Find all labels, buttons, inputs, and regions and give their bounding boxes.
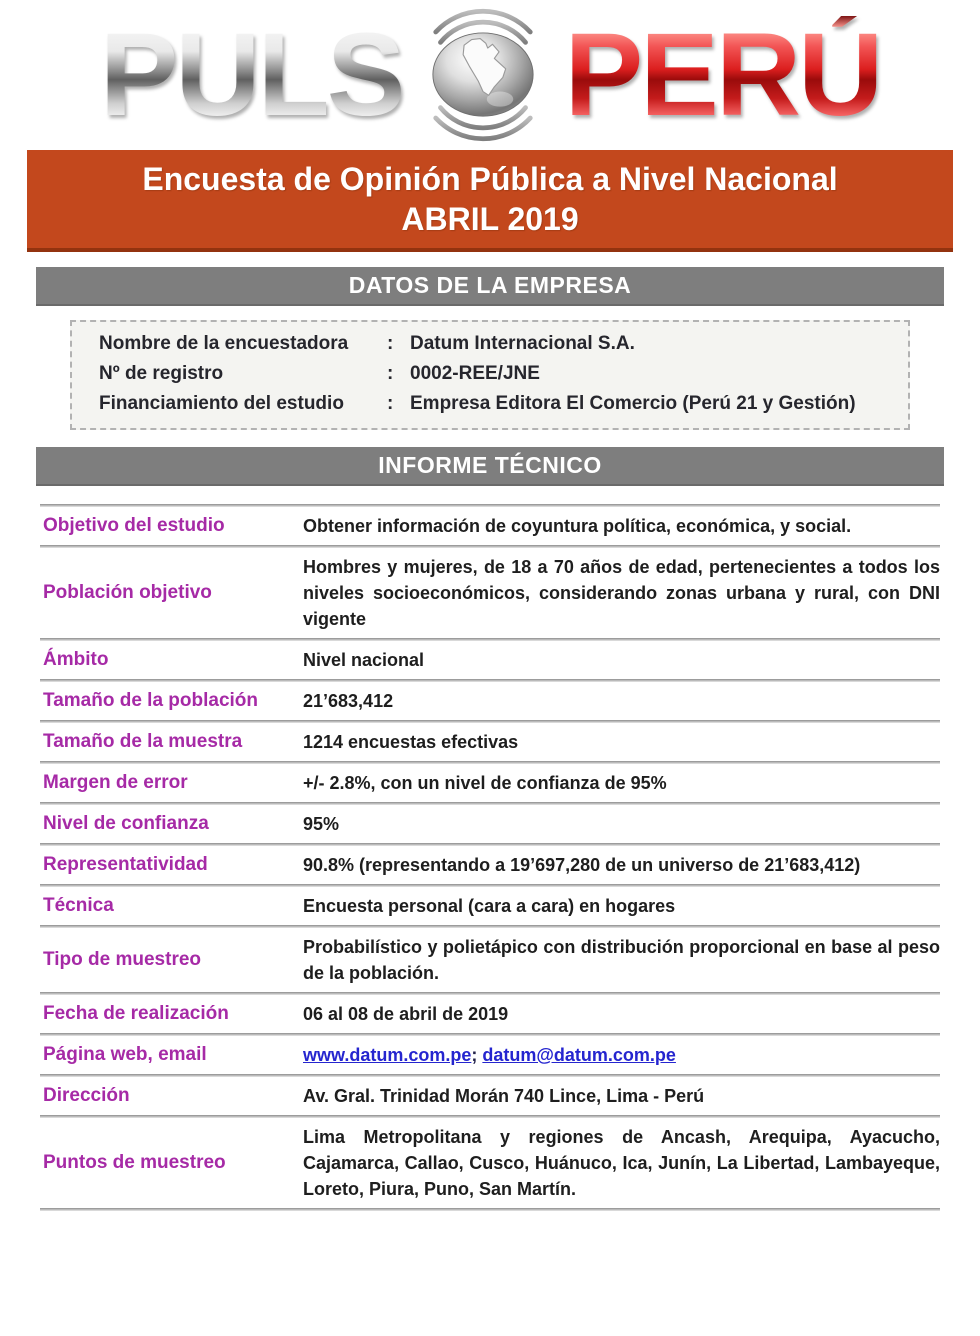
table-row (40, 1118, 940, 1208)
row-value: Probabilístico y polietápico con distribución proporcional en base al peso de la población. (303, 937, 940, 983)
row-label: Puntos de muestreo (43, 1152, 226, 1173)
row-label: Representatividad (43, 854, 208, 875)
row-value: Nivel nacional (303, 650, 425, 670)
row-value: Obtener información de coyuntura política, económica, y social. (303, 516, 852, 536)
table-row (40, 723, 940, 761)
company-info-row (72, 389, 896, 419)
title-banner (27, 150, 953, 252)
pulso-peru-logo (0, 0, 980, 140)
table-row (40, 548, 940, 638)
row-value: 90.8% (representando a 19’697,280 de un universo de 21’683,412) (303, 855, 861, 875)
row-value: +/- 2.8%, con un nivel de confianza de 95% (303, 773, 667, 793)
table-row (40, 805, 940, 843)
website-link[interactable]: www.datum.com.pe (303, 1045, 472, 1065)
table-row (40, 995, 940, 1033)
row-label: Técnica (43, 895, 114, 916)
table-row (40, 928, 940, 992)
table-row (40, 846, 940, 884)
table-row (40, 507, 940, 545)
row-label: Margen de error (43, 772, 188, 793)
row-label: Ámbito (43, 649, 109, 670)
company-field-label: Nº de registro (99, 363, 224, 384)
colon-separator: : (387, 393, 394, 414)
globe-peru-icon (408, 0, 558, 153)
company-section-header: DATOS DE LA EMPRESA (36, 267, 944, 306)
row-label: Tamaño de la población (43, 690, 259, 711)
row-label: Tipo de muestreo (43, 949, 202, 970)
colon-separator: : (387, 363, 394, 384)
technical-report-header: INFORME TÉCNICO (36, 447, 944, 486)
table-row (40, 764, 940, 802)
row-value: Hombres y mujeres, de 18 a 70 años de edad, pertenecientes a todos los niveles socioeconómicos, considerando zonas urbana y rural, con DNI vigente (303, 557, 940, 629)
logo-text-puls: PULS (99, 9, 403, 141)
row-label: Objetivo del estudio (43, 515, 225, 536)
row-value: 1214 encuestas efectivas (303, 732, 519, 752)
table-row (40, 641, 940, 679)
row-value: 95% (303, 814, 340, 834)
company-field-label: Financiamiento del estudio (99, 393, 344, 414)
row-value: Encuesta personal (cara a cara) en hogares (303, 896, 676, 916)
row-value: Lima Metropolitana y regiones de Ancash, Arequipa, Ayacucho, Cajamarca, Callao, Cusco, Huánuco, Ica, Junín, La Libertad, Lambayeque, Loreto, Piura, Puno, San Martín. (303, 1127, 940, 1199)
logo-text-peru: PERÚ (564, 9, 881, 141)
row-value (303, 1042, 940, 1068)
company-info-box (70, 320, 910, 430)
row-label: Dirección (43, 1085, 130, 1106)
row-label: Tamaño de la muestra (43, 731, 243, 752)
row-label: Fecha de realización (43, 1003, 229, 1024)
title-line1: Encuesta de Opinión Pública a Nivel Nacional (142, 161, 838, 197)
row-value: 06 al 08 de abril de 2019 (303, 1004, 509, 1024)
row-label: Población objetivo (43, 582, 212, 603)
table-row (40, 887, 940, 925)
company-field-value: 0002-REE/JNE (410, 363, 540, 384)
technical-report-table (40, 504, 940, 1211)
company-field-value: Datum Internacional S.A. (410, 333, 635, 354)
row-label: Nivel de confianza (43, 813, 209, 834)
colon-separator: : (387, 333, 394, 354)
company-field-value: Empresa Editora El Comercio (Perú 21 y Gestión) (410, 393, 856, 414)
company-info-row (72, 359, 896, 389)
table-row (40, 682, 940, 720)
table-row (40, 1036, 940, 1074)
company-info-row (72, 329, 896, 359)
row-label: Página web, email (43, 1044, 207, 1065)
table-row (40, 1077, 940, 1115)
title-line2: ABRIL 2019 (401, 201, 579, 237)
company-field-label: Nombre de la encuestadora (99, 333, 349, 354)
link-separator: ; (471, 1045, 483, 1065)
row-value: Av. Gral. Trinidad Morán 740 Lince, Lima - Perú (303, 1086, 705, 1106)
table-divider (40, 1208, 940, 1211)
row-value: 21’683,412 (303, 691, 394, 711)
email-link[interactable]: datum@datum.com.pe (482, 1045, 676, 1065)
